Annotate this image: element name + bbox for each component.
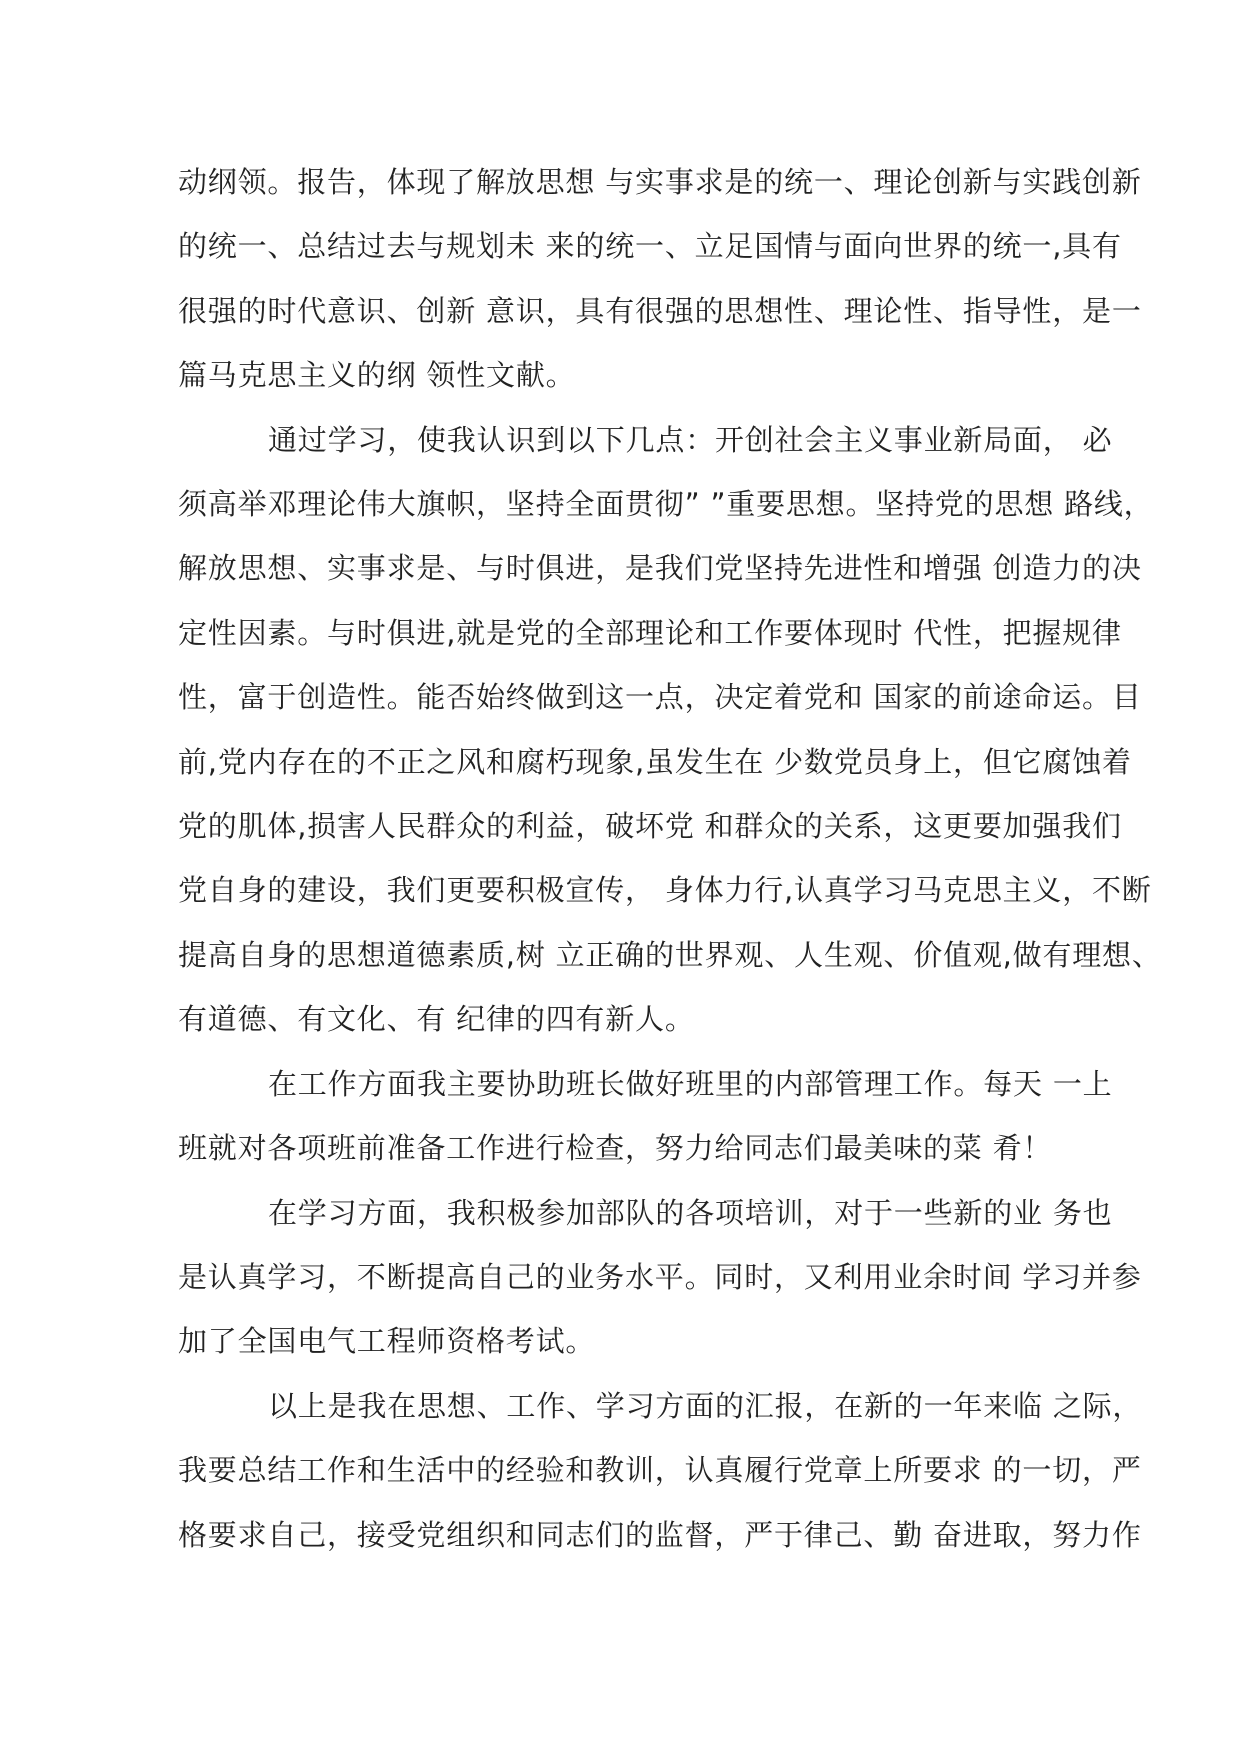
text-line: 通过学习，使我认识到以下几点：开创社会主义事业新局面， 必 bbox=[268, 422, 1113, 457]
text-line: 以上是我在思想、工作、学习方面的汇报，在新的一年来临 之际， bbox=[268, 1388, 1143, 1423]
text-line: 篇马克思主义的纲 领性文献。 bbox=[178, 358, 576, 393]
text-line: 格要求自己，接受党组织和同志们的监督，严于律己、勤 奋进取，努力作 bbox=[178, 1517, 1142, 1552]
text-line: 前,党内存在的不正之风和腐朽现象,虽发生在 少数党员身上，但它腐蚀着 bbox=[178, 744, 1132, 779]
paragraph-2 bbox=[178, 408, 1162, 1052]
text-line: 提高自身的思想道德素质,树 立正确的世界观、人生观、价值观,做有理想、 bbox=[178, 937, 1162, 972]
text-line: 班就对各项班前准备工作进行检查，努力给同志们最美味的菜 肴！ bbox=[178, 1131, 1053, 1166]
paragraph-3 bbox=[178, 1052, 1113, 1181]
text-line: 定性因素。与时俱进,就是党的全部理论和工作要体现时 代性，把握规律 bbox=[178, 615, 1122, 650]
text-line: 党的肌体,损害人民群众的利益，破坏党 和群众的关系，这更要加强我们 bbox=[178, 809, 1122, 844]
document-body bbox=[178, 150, 1162, 1567]
text-line: 在工作方面我主要协助班长做好班里的内部管理工作。每天 一上 bbox=[268, 1066, 1113, 1101]
text-line: 在学习方面，我积极参加部队的各项培训，对于一些新的业 务也 bbox=[268, 1195, 1113, 1230]
text-line: 加了全国电气工程师资格考试。 bbox=[178, 1324, 596, 1359]
paragraph-1 bbox=[178, 150, 1142, 408]
text-line: 很强的时代意识、创新 意识，具有很强的思想性、理论性、指导性，是一 bbox=[178, 293, 1142, 328]
text-line: 解放思想、实事求是、与时俱进，是我们党坚持先进性和增强 创造力的决 bbox=[178, 551, 1142, 586]
text-line: 是认真学习，不断提高自己的业务水平。同时，又利用业余时间 学习并参 bbox=[178, 1259, 1142, 1294]
text-line: 动纲领。报告，体现了解放思想 与实事求是的统一、理论创新与实践创新 bbox=[178, 165, 1142, 199]
text-line: 党自身的建设，我们更要积极宣传， 身体力行,认真学习马克思主义，不断 bbox=[178, 873, 1152, 908]
text-line: 的统一、总结过去与规划未 来的统一、立足国情与面向世界的统一,具有 bbox=[178, 229, 1122, 264]
paragraph-4 bbox=[178, 1181, 1142, 1374]
text-line: 须高举邓理论伟大旗帜，坚持全面贯彻” ”重要思想。坚持党的思想 路线， bbox=[178, 487, 1154, 522]
text-line: 我要总结工作和生活中的经验和教训，认真履行党章上所要求 的一切，严 bbox=[178, 1453, 1142, 1488]
paragraph-5 bbox=[178, 1374, 1143, 1567]
text-line: 有道德、有文化、有 纪律的四有新人。 bbox=[178, 1002, 695, 1037]
text-line: 性，富于创造性。能否始终做到这一点，决定着党和 国家的前途命运。目 bbox=[178, 680, 1142, 715]
